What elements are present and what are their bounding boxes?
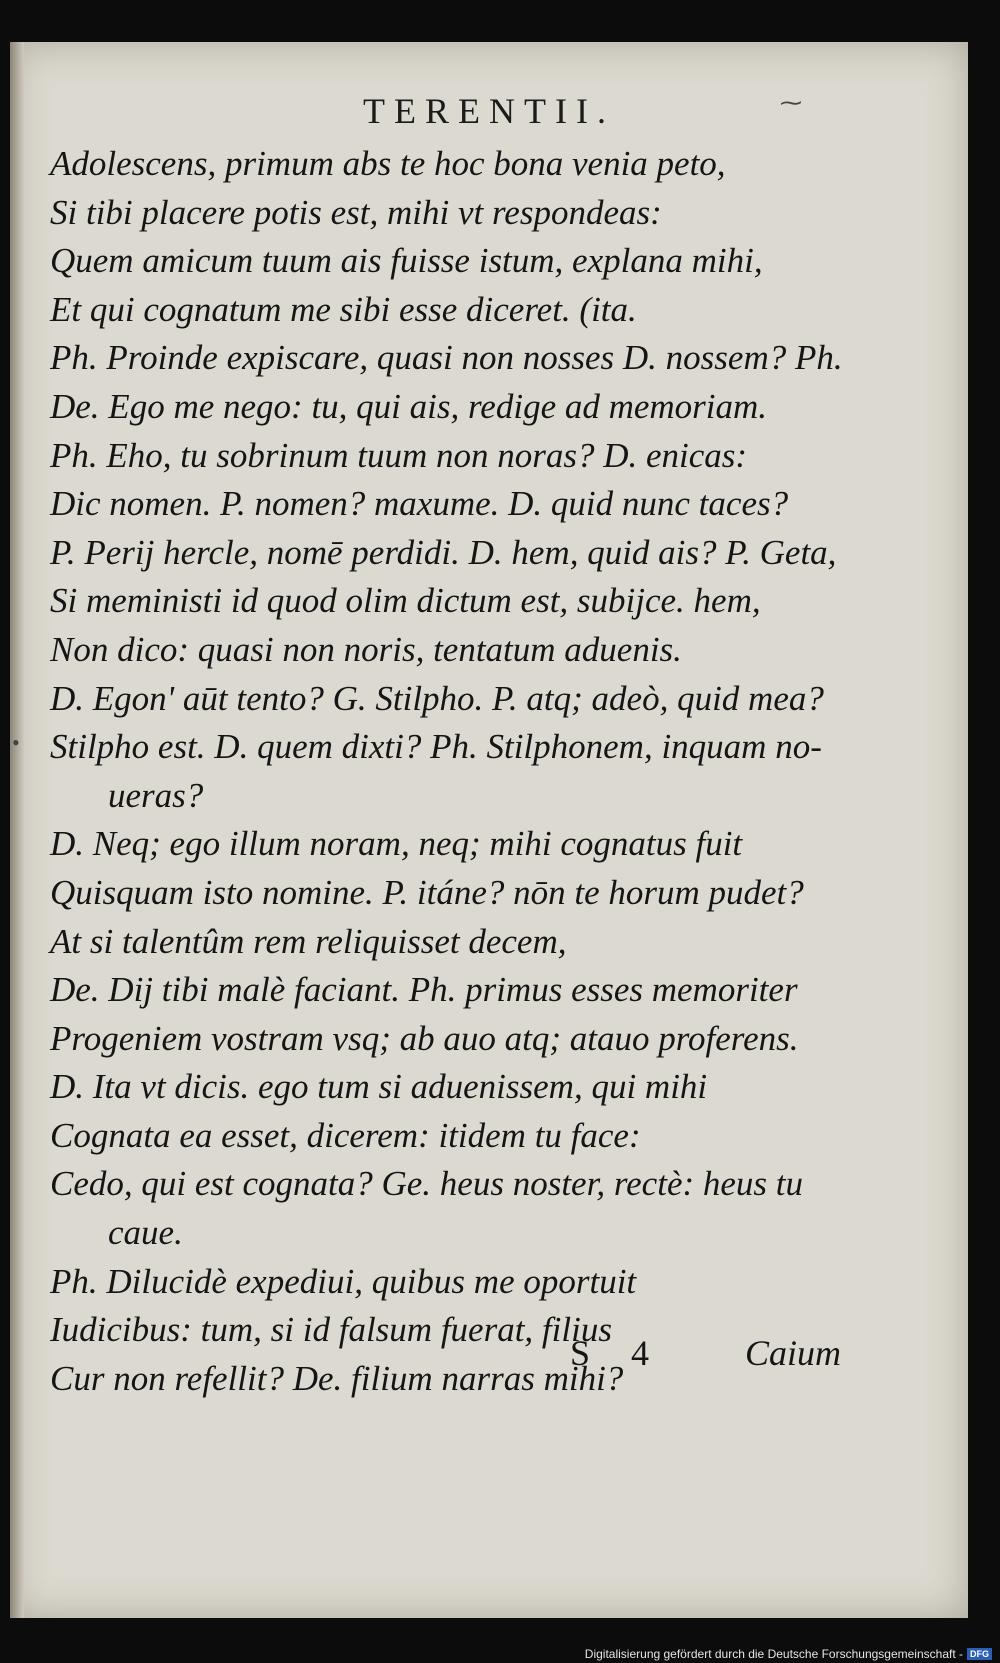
text-line: Stilpho est. D. quem dixti? Ph. Stilphonem, inquam no- [50,727,822,767]
text-line: Adolescens, primum abs te hoc bona venia peto, [50,144,726,183]
text-line: Cedo, qui est cognata? Ge. heus noster, rectè: heus tu [50,1164,804,1204]
catchword: Caium [745,1333,842,1373]
text-line: Non dico: quasi non noris, tentatum aduenis. [50,629,682,669]
text-line: At si talentûm rem reliquisset decem, [50,921,567,961]
text-line: Et qui cognatum me sibi esse diceret. (ita. [50,289,637,329]
text-line: Quisquam isto nomine. P. itáne? nōn te horum pudet? [50,872,804,912]
digitization-credit [585,1647,992,1661]
text-line: D. Neq; ego illum noram, neq; mihi cognatus fuit [50,824,743,864]
text-line: Iudicibus: tum, si id falsum fuerat, filius [50,1310,612,1350]
text-line: Quem amicum tuum ais fuisse istum, explana mihi, [50,241,763,281]
text-line: Dic nomen. P. nomen? maxume. D. quid nunc taces? [50,484,789,524]
credit-text: Digitalisierung gefördert durch die Deutsche Forschungsgemeinschaft - [584,1647,963,1661]
margin-dot: • [12,730,20,755]
text-line: P. Perij hercle, nomē perdidi. D. hem, quid ais? P. Geta, [50,532,837,572]
text-line: Ph. Dilucidè expediui, quibus me oportuit [50,1261,637,1301]
text-line: D. Egon' aūt tento? G. Stilpho. P. atq; adeò, quid mea? [50,678,824,718]
running-head: TERENTII. [363,91,615,131]
text-line: D. Ita vt dicis. ego tum si aduenissem, qui mihi [50,1067,708,1107]
book-page [10,42,968,1618]
text-line: ueras? [108,775,204,815]
text-line: Cur non refellit? De. filium narras mihi? [50,1358,624,1398]
page-footer [10,1332,968,1382]
text-line: Cognata ea esset, dicerem: itidem tu face: [50,1115,641,1155]
text-line: caue. [108,1213,183,1253]
text-line: Ph. Eho, tu sobrinum tuum non noras? D. enicas: [50,435,748,475]
text-line: Si tibi placere potis est, mihi vt respondeas: [50,192,662,232]
signature-mark: S 4 [570,1333,666,1373]
ink-mark: ⁓ [780,90,802,115]
text-line: Ph. Proinde expiscare, quasi non nosses D. nossem? Ph. [50,338,843,378]
text-line: Progeniem vostram vsq; ab auo atq; atauo proferens. [50,1018,799,1058]
text-line: De. Ego me nego: tu, qui ais, redige ad memoriam. [50,386,768,426]
text-block [50,140,930,1403]
text-line: Si meministi id quod olim dictum est, subijce. hem, [50,581,761,621]
dfg-logo: DFG [967,1648,992,1660]
text-line: De. Dij tibi malè faciant. Ph. primus esses memoriter [50,970,798,1010]
